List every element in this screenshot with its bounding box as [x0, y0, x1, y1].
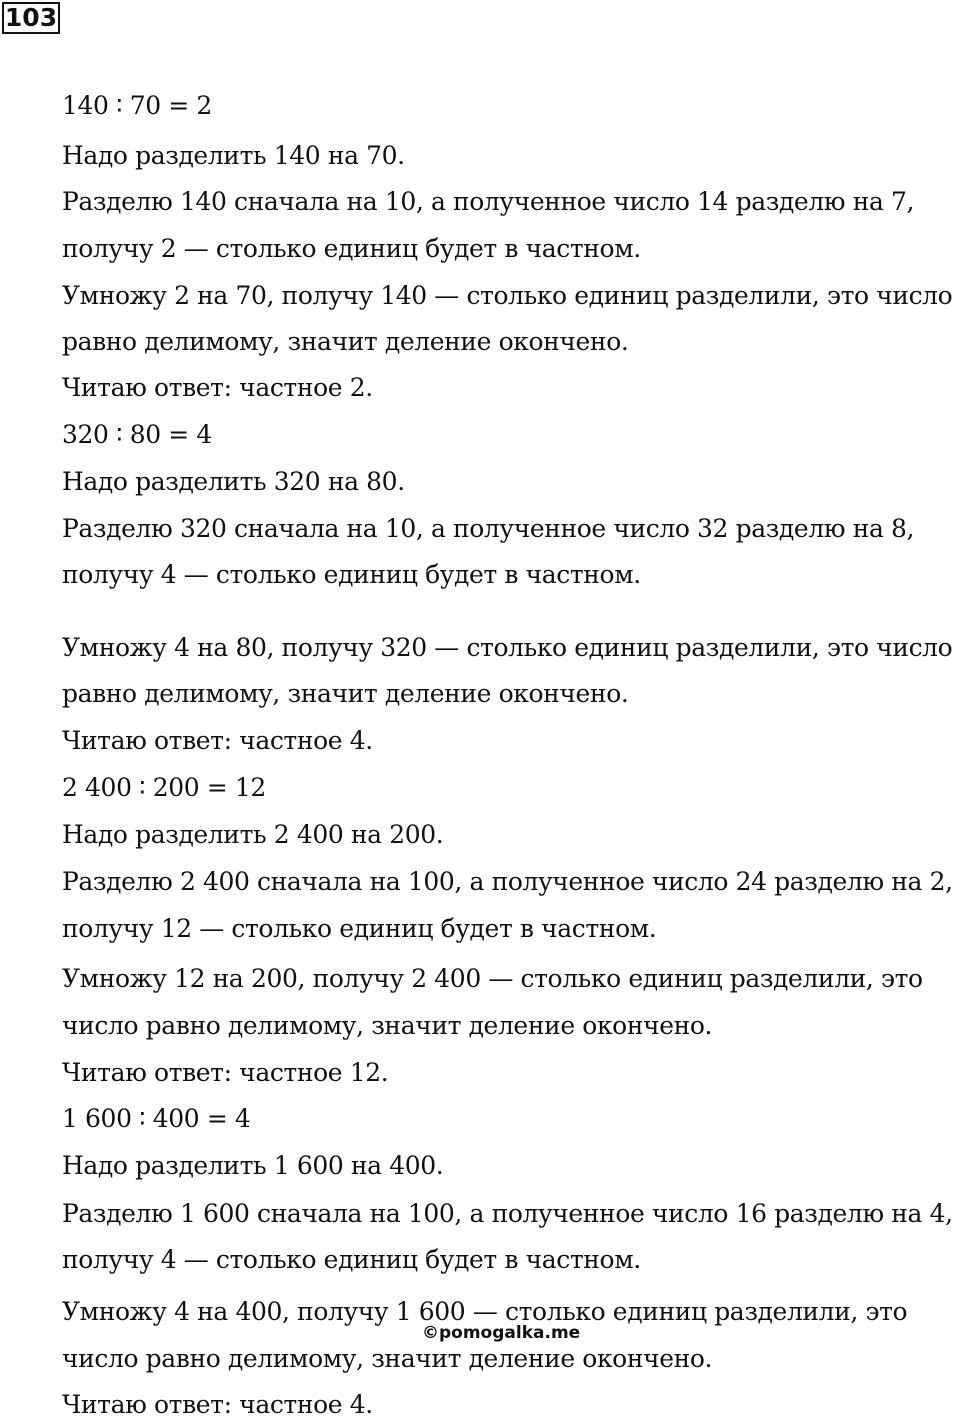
answer-line: Читаю ответ: частное 4.	[62, 1390, 373, 1419]
text-line: Надо разделить 320 на 80.	[62, 467, 405, 496]
task-number-box: 103	[2, 2, 60, 34]
text-line: Разделю 2 400 сначала на 100, а полученное число 24 разделю на 2,	[62, 867, 953, 896]
text-line: получу 4 — столько единиц будет в частном.	[62, 1245, 641, 1274]
text-line: равно делимому, значит деление окончено.	[62, 679, 629, 708]
text-line: Разделю 320 сначала на 10, а полученное число 32 разделю на 8,	[62, 514, 915, 543]
text-line: получу 12 — столько единиц будет в частном.	[62, 914, 657, 943]
text-line: получу 2 — столько единиц будет в частном.	[62, 234, 641, 263]
text-line: Умножу 4 на 80, получу 320 — столько единиц разделили, это число	[62, 633, 953, 662]
answer-line: Читаю ответ: частное 12.	[62, 1058, 389, 1087]
text-line: число равно делимому, значит деление окончено.	[62, 1011, 713, 1040]
text-line: Надо разделить 2 400 на 200.	[62, 820, 444, 849]
text-line: получу 4 — столько единиц будет в частном.	[62, 560, 641, 589]
equation-line: 1 600 ∶ 400 = 4	[62, 1104, 251, 1133]
text-line: Умножу 2 на 70, получу 140 — столько единиц разделили, это число	[62, 281, 953, 310]
text-line: Умножу 12 на 200, получу 2 400 — столько единиц разделили, это	[62, 964, 923, 993]
text-line: Умножу 4 на 400, получу 1 600 — столько единиц разделили, это	[62, 1297, 908, 1326]
text-line: Разделю 140 сначала на 10, а полученное число 14 разделю на 7,	[62, 187, 915, 216]
text-line: Надо разделить 140 на 70.	[62, 141, 405, 170]
answer-line: Читаю ответ: частное 4.	[62, 726, 373, 755]
text-line: Разделю 1 600 сначала на 100, а полученное число 16 разделю на 4,	[62, 1199, 953, 1228]
equation-line: 320 ∶ 80 = 4	[62, 420, 212, 449]
equation-line: 140 ∶ 70 = 2	[62, 91, 212, 120]
text-line: равно делимому, значит деление окончено.	[62, 327, 629, 356]
text-line: число равно делимому, значит деление окончено.	[62, 1344, 713, 1373]
answer-line: Читаю ответ: частное 2.	[62, 373, 373, 402]
equation-line: 2 400 ∶ 200 = 12	[62, 773, 266, 802]
text-line: Надо разделить 1 600 на 400.	[62, 1151, 444, 1180]
watermark: ©pomogalka.me	[422, 1323, 581, 1343]
